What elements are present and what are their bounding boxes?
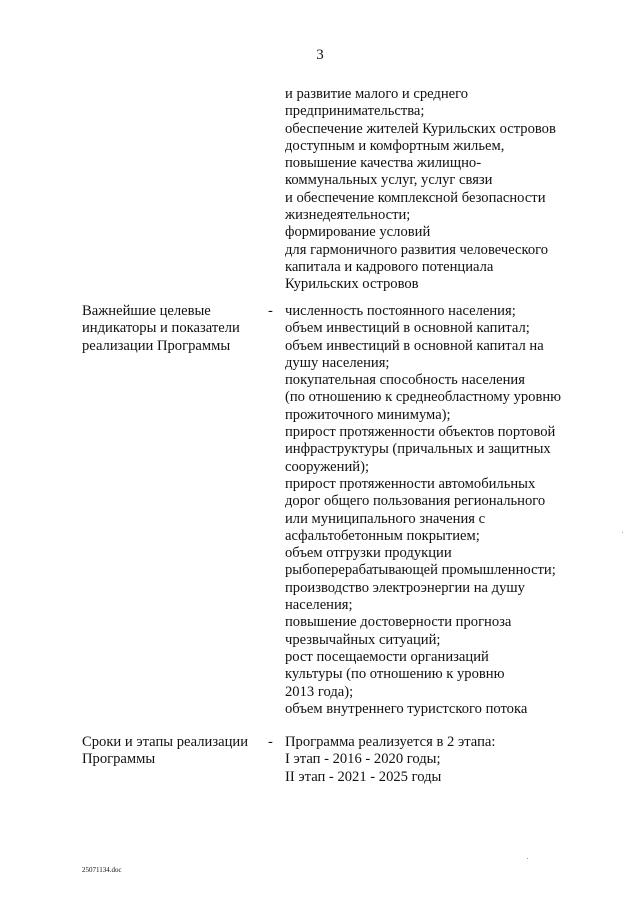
text-line: асфальтобетонным покрытием; [285,527,480,544]
text-line: I этап - 2016 - 2020 годы; [285,751,441,768]
label-line: Сроки и этапы реализации [82,734,249,750]
text-line: капитала и кадрового потенциала [285,258,494,275]
text-line: коммунальных услуг, услуг связи [285,172,493,189]
text-line: для гармоничного развития человеческого [285,241,549,258]
indicators-label [82,303,262,355]
text-line: численность постоянного населения; [285,303,516,319]
label-line: Программы [82,751,156,768]
text-line: душу населения; [285,354,390,371]
text-line: и развитие малого и среднего [285,86,469,102]
scan-speck [622,532,623,533]
text-line: жизнедеятельности; [285,207,411,224]
text-line: формирование условий [285,224,431,241]
text-line: повышение качества жилищно- [285,155,482,172]
text-line: доступным и комфортным жильем, [285,137,505,154]
text-line: обеспечение жителей Курильских островов [285,120,556,137]
text-line: объем инвестиций в основной капитал на [285,337,544,354]
label-line: Важнейшие целевые [82,303,211,319]
terms-label [82,734,262,769]
text-line: рыбоперерабатывающей промышленности; [285,562,556,579]
text-line: чрезвычайных ситуаций; [285,631,441,648]
text-line: объем внутреннего туристского потока [285,700,528,717]
text-line: сооружений); [285,458,369,475]
label-line: реализации Программы [82,337,231,354]
text-line: II этап - 2021 - 2025 годы [285,768,442,785]
label-line: индикаторы и показатели [82,320,240,337]
page-number: 3 [316,47,324,63]
text-line: инфраструктуры (причальных и защитных [285,441,551,458]
indicators-text [285,303,605,718]
text-line: рост посещаемости организаций [285,648,489,665]
text-line: прожиточного минимума); [285,406,451,423]
text-line: повышение достоверности прогноза [285,614,512,631]
text-line: и обеспечение комплексной безопасности [285,189,546,206]
text-line: Программа реализуется в 2 этапа: [285,734,496,750]
text-line: покупательная способность населения [285,372,525,389]
text-line: производство электроэнергии на душу [285,579,525,596]
footer-filename: 25071134.doc [82,866,122,874]
text-line: или муниципального значения с [285,510,486,527]
text-line: прирост протяженности объектов портовой [285,424,556,441]
text-line: населения; [285,597,353,614]
text-line: объем отгрузки продукции [285,545,452,562]
terms-text [285,734,605,786]
terms-dash: - [268,734,273,750]
text-line: 2013 года); [285,683,354,700]
text-line: прирост протяженности автомобильных [285,475,536,492]
indicators-dash: - [268,303,273,319]
text-line: предпринимательства; [285,103,425,120]
text-line: объем инвестиций в основной капитал; [285,320,530,337]
text-line: культуры (по отношению к уровню [285,666,505,683]
goals-continuation-text [285,86,605,294]
text-line: (по отношению к среднеобластному уровню [285,389,562,406]
scan-speck [527,858,528,859]
text-line: Курильских островов [285,276,419,293]
text-line: дорог общего пользования регионального [285,493,546,510]
